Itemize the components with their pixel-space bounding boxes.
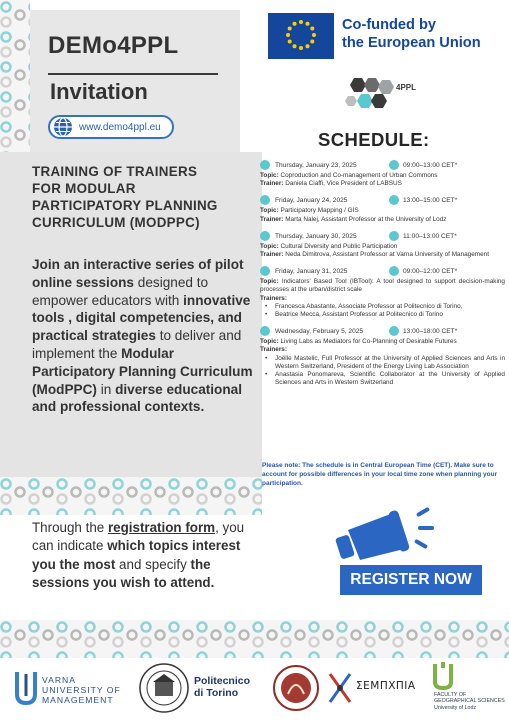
geo-name-line: University of Lodz — [434, 704, 477, 711]
training-title-line: TRAINING OF TRAINERS — [32, 164, 198, 179]
intro-bold: Join an interactive series of pilot online sessions — [32, 257, 244, 290]
clock-icon — [389, 326, 399, 336]
eu-text-line: the European Union — [342, 34, 481, 51]
intro-text: to deliver and implement the — [32, 328, 242, 361]
sempxpia-name: ΣΕΜΠΧΠΙΑ — [356, 680, 416, 692]
topic-label: Topic: — [260, 338, 279, 346]
faculty-geography-logo — [432, 662, 506, 718]
sempxpia-logo — [326, 668, 426, 708]
session-item — [259, 231, 505, 259]
intro-bold: diverse educational and professional contexts. — [32, 381, 243, 415]
calendar-icon — [260, 326, 270, 336]
register-now-button[interactable]: REGISTER NOW — [340, 565, 482, 595]
session-trainer: • Francesca Abastante, Associate Professor at Politecnico di Torino, — [260, 303, 505, 311]
trainer-label: Trainer: — [260, 180, 284, 188]
session-trainer: Daniela Ciaffi, Vice President of LABSUS — [285, 180, 402, 188]
politecnico-seal-icon — [138, 662, 190, 714]
trainer-label: Trainer: — [260, 251, 284, 259]
demo4ppl-logo — [344, 74, 420, 118]
intro-bold: Modular Participatory Planning Curriculum (ModPPC) — [32, 345, 253, 397]
calendar-icon — [260, 266, 270, 276]
session-trainer: Marta Nalej, Assistant Professor at the University of Lodz — [285, 215, 447, 223]
session-item — [259, 266, 505, 319]
geo-name-line: FACULTY OF — [434, 692, 467, 698]
training-title — [32, 163, 242, 231]
sessions-list — [259, 160, 505, 394]
registration-paragraph — [32, 519, 264, 593]
reg-bold: which topics interest you the most — [32, 538, 241, 572]
globe-icon — [53, 117, 73, 137]
megaphone-icon — [308, 502, 438, 572]
topic-label: Topic: — [260, 242, 279, 250]
session-trainer: Neda Dimitrova, Assistant Professor at Varna University of Management — [285, 251, 489, 259]
clock-icon — [389, 195, 399, 205]
schedule-title: SCHEDULE: — [318, 129, 430, 150]
session-date: Friday, January 24, 2025 — [275, 197, 348, 205]
vum-name-line: UNIVERSITY OF — [42, 685, 121, 696]
logo-4ppl-label: 4PPL — [396, 83, 417, 92]
vum-name — [42, 675, 121, 706]
geo-name-line: GEOGRAPHICAL SCIENCES — [434, 698, 505, 705]
session-trainer: • Anastasia Ponomareva, Scientific Collaborator at the University of Applied Sciences and Arts in Western Switzerland — [260, 371, 505, 387]
training-title-line: CURRICULUM (MODPPC) — [32, 215, 200, 230]
calendar-icon — [260, 231, 270, 241]
eu-cofunded-text — [342, 17, 481, 52]
session-item — [259, 326, 505, 387]
training-title-line: PARTICIPATORY PLANNING — [32, 198, 218, 213]
geo-name — [434, 692, 505, 711]
polito-name-line: di Torino — [194, 687, 239, 699]
session-time: 11:00–13:00 CET* — [403, 232, 457, 240]
session-item — [259, 160, 505, 188]
timezone-note: Please note: The schedule is in Central European Time (CET). Make sure to account for possible differences in your local time zone when planning your participation. — [262, 462, 498, 487]
training-title-line: FOR MODULAR — [32, 181, 136, 196]
topic-label: Topic: — [260, 278, 279, 286]
website-url[interactable]: www.demo4ppl.eu — [79, 121, 161, 133]
geo-mark-icon — [432, 662, 454, 690]
clock-icon — [389, 160, 399, 170]
topic-label: Topic: — [260, 172, 279, 179]
vum-mark-icon — [14, 668, 38, 706]
session-date: Thursday, January 30, 2025 — [275, 232, 357, 240]
clock-icon — [389, 266, 399, 276]
project-name: DEMo4PPL — [48, 32, 179, 59]
session-topic: Living Labs as Mediators for Co-Planning of Desirable Futures — [280, 338, 457, 346]
session-date: Friday, January 31, 2025 — [275, 268, 348, 276]
hex-pattern-bottom — [0, 620, 509, 658]
clock-icon — [389, 231, 399, 241]
session-date: Wednesday, February 5, 2025 — [275, 328, 364, 336]
session-time: 09:00–13:00 CET* — [403, 162, 458, 169]
university-lodz-seal-icon — [272, 662, 320, 714]
eu-text-line: Co-funded by — [342, 17, 437, 33]
hex-pattern-left — [0, 0, 30, 152]
session-topic: Participatory Mapping / GIS — [280, 207, 359, 215]
trainers-label: Trainers: — [260, 294, 287, 302]
varna-university-logo — [14, 664, 126, 712]
session-time: 09:00–12:00 CET* — [403, 268, 458, 276]
title-divider — [48, 73, 218, 75]
vum-name-line: VARNA — [42, 675, 76, 685]
invitation-title: Invitation — [50, 79, 148, 104]
intro-paragraph — [32, 256, 260, 416]
session-date: Thursday, January 23, 2025 — [275, 162, 357, 169]
partner-logos-bar — [0, 658, 509, 720]
session-topic: Indicators' Based Tool (IBTool): A tool designed to support decision-making processes at the urban/district scale — [260, 278, 505, 294]
session-time: 13:00–15:00 CET* — [403, 197, 458, 205]
hex-pattern-middle — [0, 477, 262, 515]
session-topic: Coproduction and Co-management of Urban Commons — [280, 172, 438, 179]
session-trainer: • Joëlle Mastelic, Full Professor at the University of Applied Sciences and Arts in Western Switzerland, President of the Energy Living Lab Association — [260, 355, 505, 371]
eu-flag-icon — [268, 13, 334, 59]
reg-bold: the sessions you wish to attend. — [32, 556, 215, 591]
session-item — [259, 195, 505, 223]
reg-text: Through the — [32, 520, 108, 535]
calendar-icon — [260, 195, 270, 205]
reg-text: and specify — [115, 556, 191, 572]
intro-text: in — [96, 381, 116, 397]
reg-text: , you can indicate — [32, 520, 245, 554]
vum-name-line: MANAGEMENT — [42, 695, 114, 706]
trainer-label: Trainer: — [260, 215, 284, 223]
session-time: 13:00–18:00 CET* — [403, 328, 458, 336]
intro-bold: innovative tools , digital competencies, and practical strategies — [32, 292, 251, 344]
website-link-pill[interactable] — [48, 115, 174, 139]
politecnico-name — [194, 675, 250, 699]
intro-text: designed to empower educators with — [32, 274, 209, 308]
trainers-label: Trainers: — [260, 346, 287, 354]
sempxpia-mark-icon — [326, 668, 354, 708]
topic-label: Topic: — [260, 207, 279, 215]
session-topic: Cultural Diversity and Public Participation — [280, 242, 398, 250]
polito-name-line: Politecnico — [194, 675, 251, 687]
registration-form-link[interactable]: registration form — [107, 520, 216, 535]
calendar-icon — [260, 160, 270, 170]
session-trainer: • Beatrice Mecca, Assistant Professor at Politecnico di Torino — [260, 311, 505, 319]
